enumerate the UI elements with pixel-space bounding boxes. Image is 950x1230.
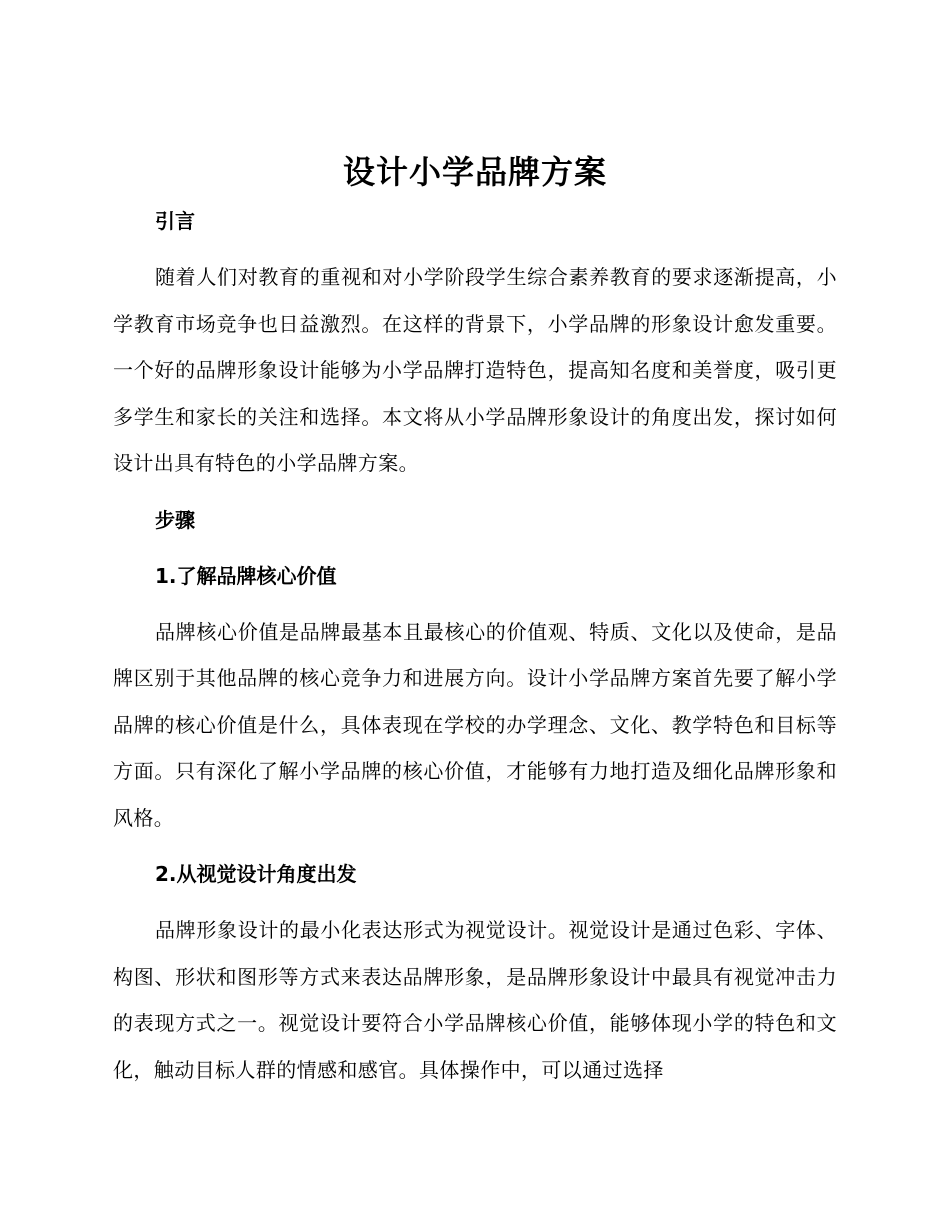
document-title: 设计小学品牌方案 <box>342 153 607 191</box>
section-heading-step-1: 1.了解品牌核心价值 <box>155 563 337 588</box>
section-heading-step-2: 2.从视觉设计角度出发 <box>155 862 357 886</box>
step-1-paragraph: 品牌核心价值是品牌最基本且最核心的价值观、特质、文化以及使命，是品牌区别于其他品牌的核心竞争力和进展方向。设计小学品牌方案首先要了解小学品牌的核心价值是什么，具体表现在学校的办学理念、文化、教学特色和目标等方面。只有深化了解小学品牌的核心价值，才能够有力地打造及细化品牌形象和风格。 <box>113 619 837 830</box>
introduction-paragraph: 随着人们对教育的重视和对小学阶段学生综合素养教育的要求逐渐提高，小学教育市场竞争也日益激烈。在这样的背景下，小学品牌的形象设计愈发重要。一个好的品牌形象设计能够为小学品牌打造特色，提高知名度和美誉度，吸引更多学生和家长的关注和选择。本文将从小学品牌形象设计的角度出发，探讨如何设计出具有特色的小学品牌方案。 <box>113 265 837 475</box>
document-page <box>113 150 837 1103</box>
section-heading-steps: 步骤 <box>155 507 195 532</box>
section-heading-introduction: 引言 <box>155 209 195 233</box>
step-2-paragraph: 品牌形象设计的最小化表达形式为视觉设计。视觉设计是通过色彩、字体、构图、形状和图形等方式来表达品牌形象，是品牌形象设计中最具有视觉冲击力的表现方式之一。视觉设计要符合小学品牌核心价值，能够体现小学的特色和文化，触动目标人群的情感和感官。具体操作中，可以通过选择 <box>113 918 837 1082</box>
